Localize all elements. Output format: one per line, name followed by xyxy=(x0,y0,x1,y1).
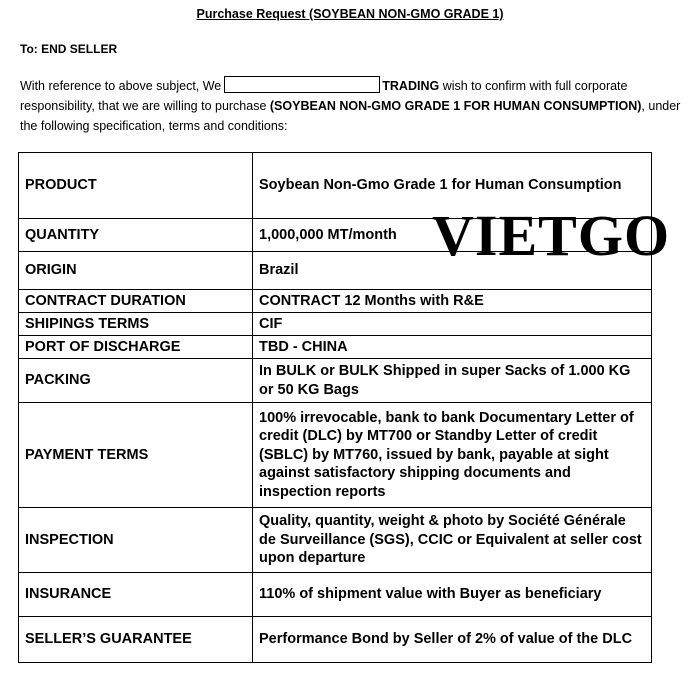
row-label: PAYMENT TERMS xyxy=(19,403,253,508)
row-value: Soybean Non-Gmo Grade 1 for Human Consumption xyxy=(253,153,652,219)
table-row xyxy=(19,313,652,336)
row-value: Brazil xyxy=(253,252,652,290)
table-row xyxy=(19,403,652,508)
row-value: TBD - CHINA xyxy=(253,336,652,359)
intro-company: TRADING xyxy=(382,79,440,93)
vietgo-watermark: VIETGO xyxy=(432,203,671,268)
row-value: CONTRACT 12 Months with R&E xyxy=(253,290,652,313)
table-row xyxy=(19,508,652,573)
table-row xyxy=(19,336,652,359)
row-label: PACKING xyxy=(19,359,253,403)
row-label: SHIPINGS TERMS xyxy=(19,313,253,336)
redacted-company-box xyxy=(224,76,380,93)
row-value: Quality, quantity, weight & photo by Société Générale de Surveillance (SGS), CCIC or Equivalent at seller cost upon departure xyxy=(253,508,652,573)
table-row xyxy=(19,290,652,313)
table-row xyxy=(19,573,652,617)
row-label: ORIGIN xyxy=(19,252,253,290)
recipient-line: To: END SELLER xyxy=(20,42,118,56)
row-value: In BULK or BULK Shipped in super Sacks of 1.000 KG or 50 KG Bags xyxy=(253,359,652,403)
row-label: SELLER’S GUARANTEE xyxy=(19,617,253,663)
row-label: QUANTITY xyxy=(19,219,253,252)
row-value: 110% of shipment value with Buyer as beneficiary xyxy=(253,573,652,617)
intro-product: (SOYBEAN NON-GMO GRADE 1 FOR HUMAN CONSUMPTION) xyxy=(269,99,642,113)
intro-text-2: wish to confirm with full corporate responsibility, that we are willing to purchase xyxy=(20,79,628,113)
row-label: INSURANCE xyxy=(19,573,253,617)
row-label: INSPECTION xyxy=(19,508,253,573)
row-value: 100% irrevocable, bank to bank Documentary Letter of credit (DLC) by MT700 or Standby Letter of credit (SBLC) by MT760, issued by bank, payable at sight against satisfactory shipping documents and inspection reports xyxy=(253,403,652,508)
row-value: Performance Bond by Seller of 2% of value of the DLC xyxy=(253,617,652,663)
intro-paragraph xyxy=(20,76,685,136)
table-row xyxy=(19,359,652,403)
row-label: PORT OF DISCHARGE xyxy=(19,336,253,359)
row-label: CONTRACT DURATION xyxy=(19,290,253,313)
row-value: CIF xyxy=(253,313,652,336)
row-value: 1,000,000 MT/month xyxy=(253,219,652,252)
document-title: Purchase Request (SOYBEAN NON-GMO GRADE 1) xyxy=(196,7,504,21)
row-label: PRODUCT xyxy=(19,153,253,219)
intro-text-1: With reference to above subject, We xyxy=(20,79,222,93)
table-row xyxy=(19,617,652,663)
intro-text-3: , under the following specification, terms and conditions: xyxy=(20,99,681,133)
